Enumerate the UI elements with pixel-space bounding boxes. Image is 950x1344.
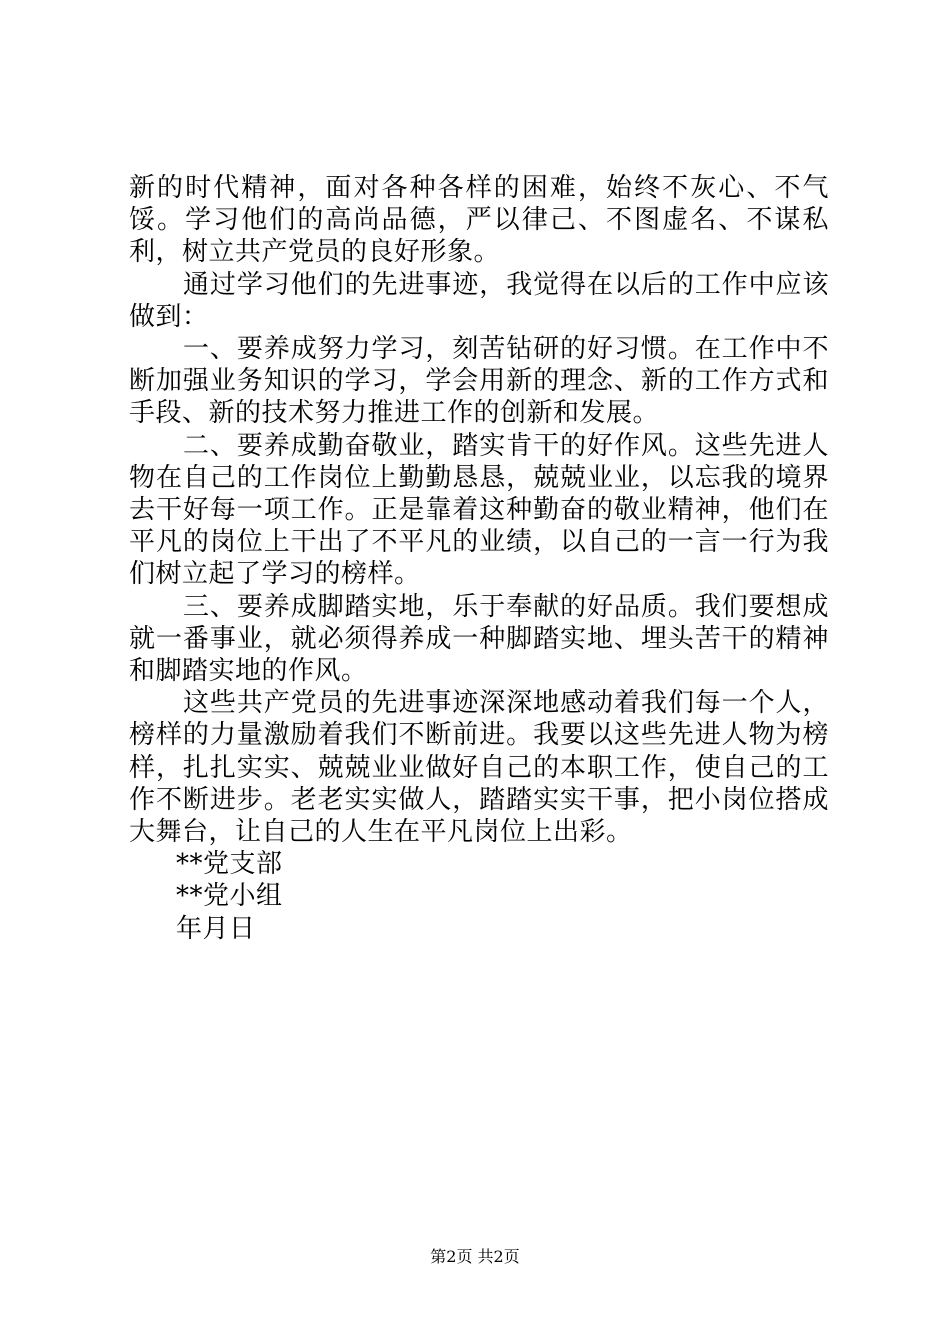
paragraph-point-2: 二、要养成勤奋敬业，踏实肯干的好作风。这些先进人物在自己的工作岗位上勤勤恳恳，兢兢业业，以忘我的境界去干好每一项工作。正是靠着这种勤奋的敬业精神，他们在平凡的岗位上干出了不平凡的业绩，以自己的一言一行为我们树立起了学习的榜样。 [129, 430, 829, 590]
paragraph-conclusion: 这些共产党员的先进事迹深深地感动着我们每一个人，榜样的力量激励着我们不断前进。我要以这些先进人物为榜样，扎扎实实、兢兢业业做好自己的本职工作，使自己的工作不断进步。老老实实做人，踏踏实实干事，把小岗位搭成大舞台，让自己的人生在平凡岗位上出彩。 [129, 688, 829, 848]
signature-group: **党小组 [176, 881, 283, 912]
paragraph-continuation: 新的时代精神，面对各种各样的困难，始终不灰心、不气馁。学习他们的高尚品德，严以律己、不图虚名、不谋私利，树立共产党员的良好形象。 [129, 173, 829, 268]
paragraph-point-3: 三、要养成脚踏实地，乐于奉献的好品质。我们要想成就一番事业，就必须得养成一种脚踏实地、埋头苦干的精神和脚踏实地的作风。 [129, 591, 829, 687]
signature-branch: **党支部 [176, 849, 283, 880]
paragraph-intro: 通过学习他们的先进事迹，我觉得在以后的工作中应该做到： [129, 269, 829, 332]
document-body [129, 172, 829, 945]
signature-date: 年月日 [176, 913, 256, 944]
paragraph-point-1: 一、要养成努力学习，刻苦钻研的好习惯。在工作中不断加强业务知识的学习，学会用新的理念、新的工作方式和手段、新的技术努力推进工作的创新和发展。 [129, 334, 829, 429]
page-footer: 第2页 共2页 [430, 1247, 520, 1266]
